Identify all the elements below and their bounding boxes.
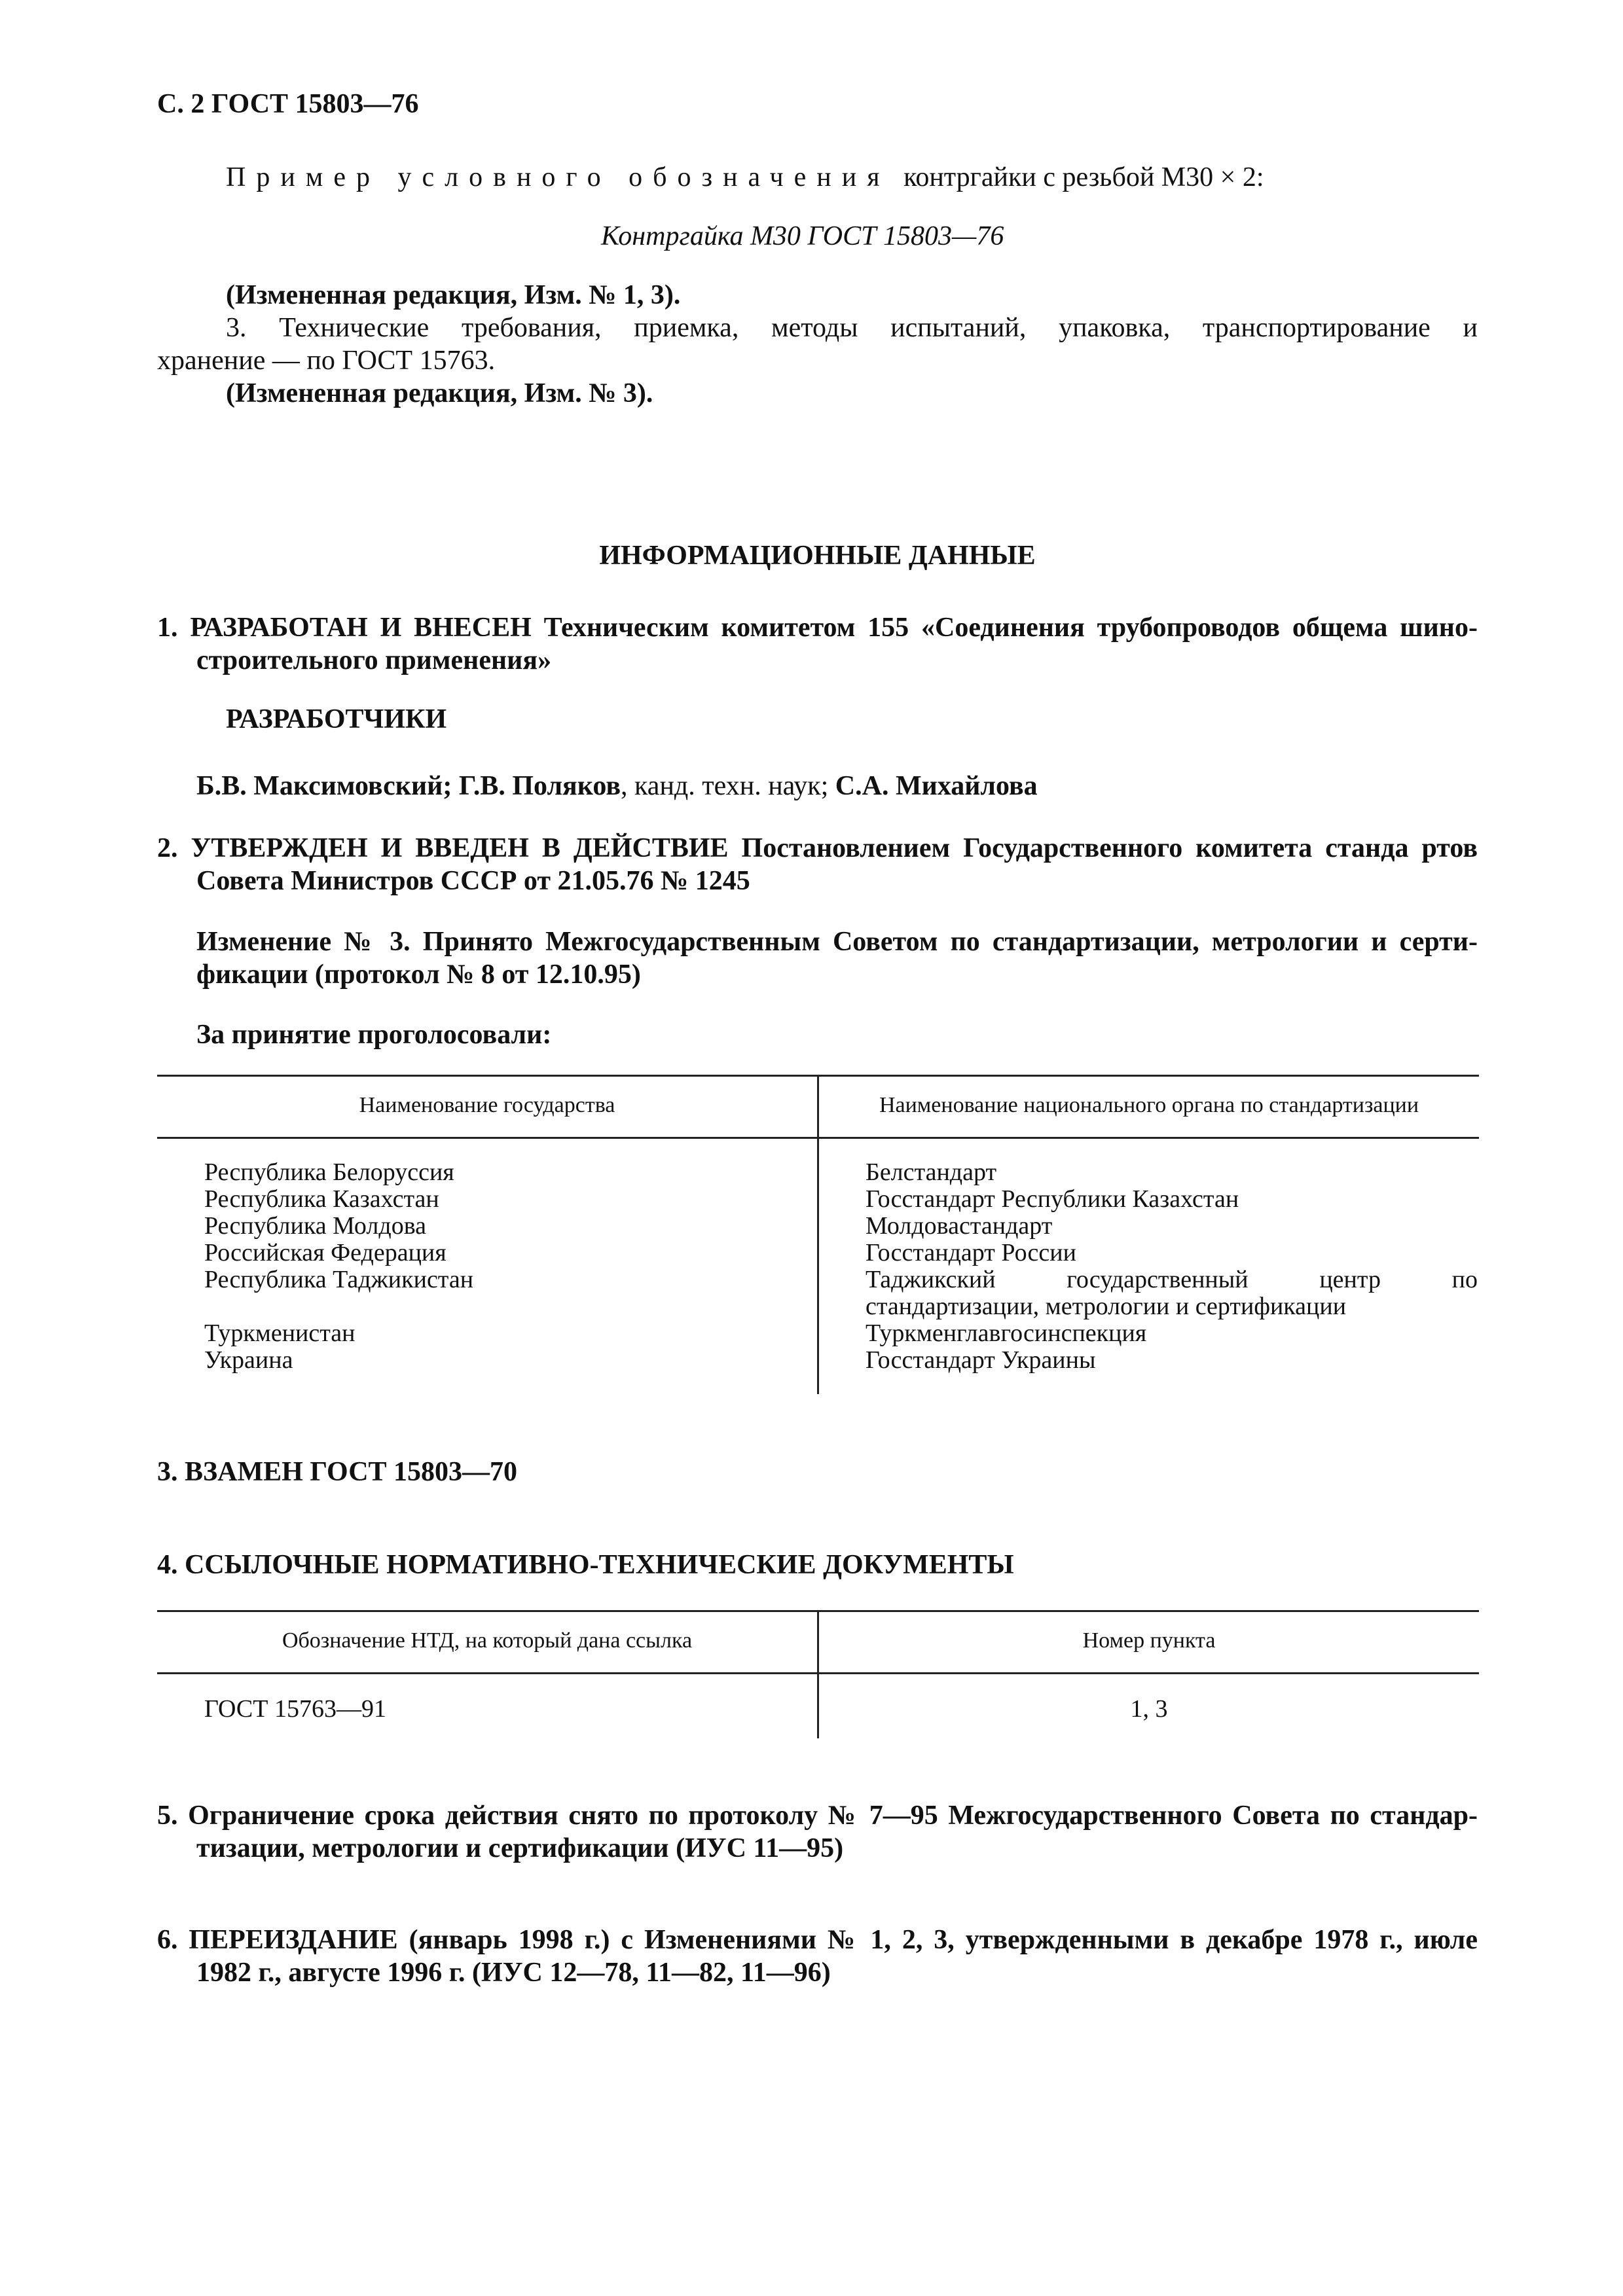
section-6-line-2: 1982 г., августе 1996 г. (ИУС 12—78, 11—82, 11—96) [196,1958,831,1988]
table1-state-6: Туркменистан [204,1319,356,1347]
table1-body-0: Белстандарт [866,1158,997,1186]
developers-degree: , канд. техн. наук; [621,771,829,801]
table1-column-divider [817,1075,819,1394]
table1-body-4: Таджикский государственный центр по [866,1266,1478,1293]
voted-label: За принятие проголосовали: [196,1020,552,1050]
table1-state-0: Республика Белоруссия [204,1158,454,1186]
table1-state-7: Украина [204,1346,293,1374]
section-2-line-2: Совета Министров СССР от 21.05.76 № 1245 [196,866,750,896]
developers-list [196,772,1038,800]
developers-heading: РАЗРАБОТЧИКИ [226,704,447,734]
table1-header-body: Наименование национального органа по стандартизации [879,1093,1419,1117]
table1-state-2: Республика Молдова [204,1212,427,1240]
amendment-note-2: (Измененная редакция, Изм. № 3). [226,378,653,408]
table2-header-doc: Обозначение НТД, на который дана ссылка [282,1628,693,1653]
change-3-line-2: фикации (протокол № 8 от 12.10.95) [196,960,641,990]
section-1-line-1: 1. РАЗРАБОТАН И ВНЕСЕН Техническим комитетом 155 «Соединения трубопроводов общема шино- [157,613,1478,643]
developers-names-c: С.А. Михайлова [835,771,1038,801]
table1-body-5: стандартизации, метрологии и сертификации [866,1293,1347,1320]
info-title: ИНФОРМАЦИОННЫЕ ДАННЫЕ [599,541,1036,571]
table2-header-clause: Номер пункта [1082,1628,1216,1653]
table1-state-4: Республика Таджикистан [204,1266,474,1293]
table1-body-6: Туркменглавгосинспекция [866,1319,1147,1347]
example-designation: Контргайка М30 ГОСТ 15803—76 [601,221,1004,251]
example-label [226,164,1264,191]
table1-body-3: Госстандарт России [866,1239,1076,1266]
developers-names-a: Б.В. Максимовский; Г.В. Поляков [196,771,621,801]
table2-row-doc: ГОСТ 15763—91 [204,1695,386,1723]
section-2-line-1: 2. УТВЕРЖДЕН И ВВЕДЕН В ДЕЙСТВИЕ Постановлением Государственного комитета станда ртов [157,833,1478,863]
change-3-line-1: Изменение № 3. Принято Межгосударственным Советом по стандартизации, метрологии и серти- [196,927,1478,957]
table2-row-clause: 1, 3 [1130,1695,1168,1723]
item-3-line-2: хранение — по ГОСТ 15763. [157,346,496,376]
amendment-note-1: (Измененная редакция, Изм. № 1, 3). [226,280,681,310]
example-label-rest: контргайки с резьбой М30 × 2: [903,162,1264,192]
section-4: 4. ССЫЛОЧНЫЕ НОРМАТИВНО-ТЕХНИЧЕСКИЕ ДОКУМЕНТЫ [157,1550,1014,1580]
table1-body-7: Госстандарт Украины [866,1346,1096,1374]
section-5-line-1: 5. Ограничение срока действия снято по протоколу № 7—95 Межгосударственного Совета по стандар- [157,1801,1478,1831]
item-3-line-1: 3. Технические требования, приемка, методы испытаний, упаковка, транспортирование и [226,313,1478,343]
table1-body-1: Госстандарт Республики Казахстан [866,1185,1239,1213]
section-6-line-1: 6. ПЕРЕИЗДАНИЕ (январь 1998 г.) с Изменениями № 1, 2, 3, утвержденными в декабре 1978 г., июле [157,1925,1478,1955]
page-header: С. 2 ГОСТ 15803—76 [157,89,419,119]
table1-state-3: Российская Федерация [204,1239,447,1266]
example-label-spaced: Пример условного обозначения [226,162,890,192]
section-3: 3. ВЗАМЕН ГОСТ 15803—70 [157,1457,518,1487]
table1-state-1: Республика Казахстан [204,1185,439,1213]
section-5-line-2: тизации, метрологии и сертификации (ИУС 11—95) [196,1833,844,1863]
table1-header-state: Наименование государства [359,1093,615,1117]
section-1-line-2: строительного применения» [196,645,552,675]
table1-body-2: Молдовастандарт [866,1212,1053,1240]
